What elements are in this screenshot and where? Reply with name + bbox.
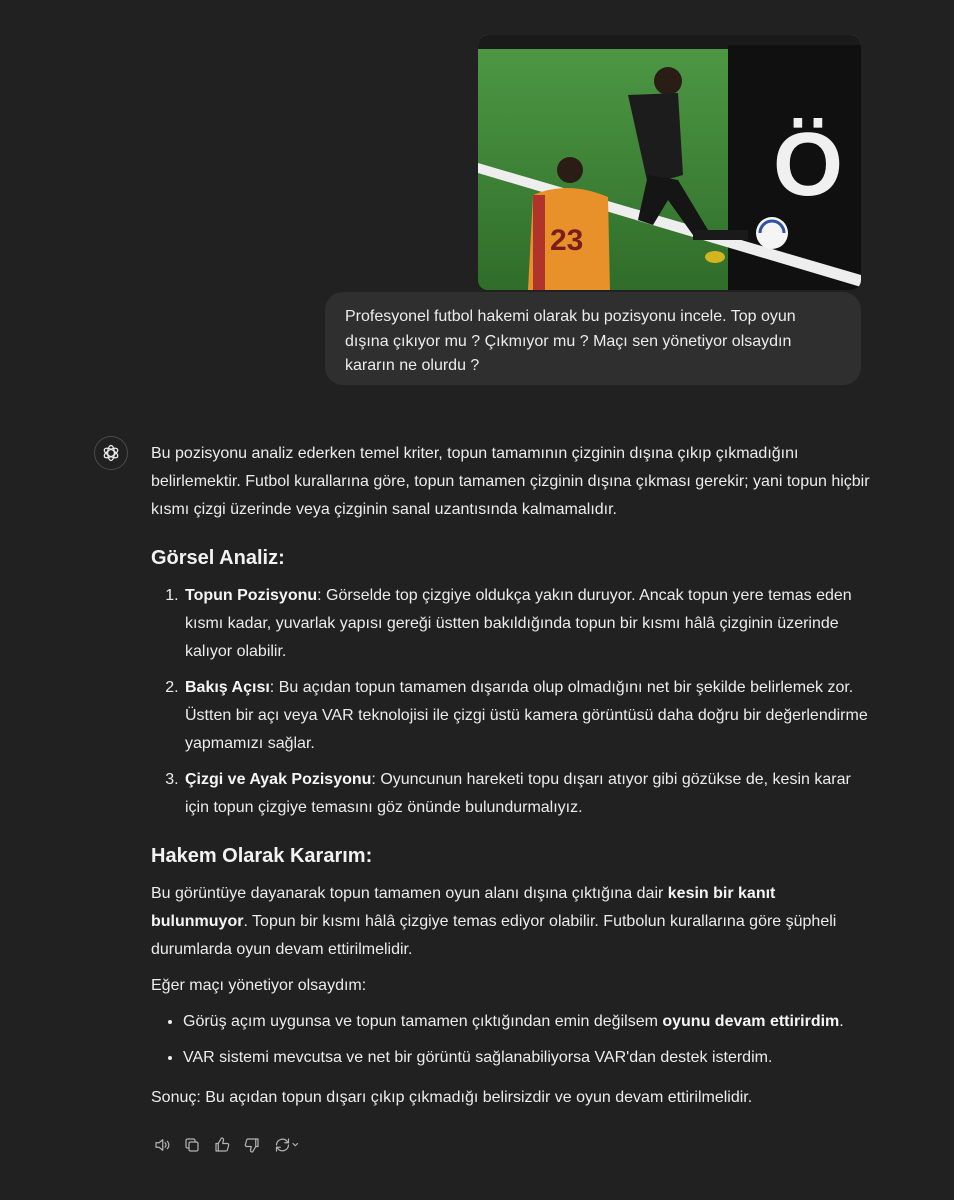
- copy-icon: [183, 1136, 201, 1154]
- item-text: : Oyuncunun hareketi topu dışarı atıyor gibi gözükse de, kesin karar için topun çizgiye temasını göz önünde bulundurmalıyız.: [185, 771, 851, 816]
- section-title-decision: Hakem Olarak Kararım:: [151, 845, 373, 867]
- message-actions: [151, 1133, 303, 1157]
- item-title: Topun Pozisyonu: [185, 587, 318, 604]
- bullet-text: Görüş açım uygunsa ve topun tamamen çıktığından emin değilsem: [183, 1013, 663, 1030]
- regenerate-icon: [272, 1136, 302, 1154]
- assistant-message: [151, 440, 871, 1120]
- user-message-text: Profesyonel futbol hakemi olarak bu pozisyonu incele. Top oyun dışına çıkıyor mu ? Çıkmıyor mu ? Maçı sen yönetiyor olsaydın kararın ne olurdu ?: [345, 308, 796, 374]
- read-aloud-button[interactable]: [151, 1134, 173, 1156]
- read-aloud-icon: [153, 1136, 171, 1154]
- copy-button[interactable]: [181, 1134, 203, 1156]
- list-item: [183, 582, 871, 666]
- intro-paragraph: Bu pozisyonu analiz ederken temel kriter, topun tamamının çizginin dışına çıkıp çıkmadığını belirlemektir. Futbol kurallarına göre, topun tamamen çizginin dışına çıkması gerekir; yani topun hiçbir kısmı çizgi üzerinde veya çizginin sanal uzantısında kalmamalıdır.: [151, 445, 870, 518]
- assistant-avatar: [94, 436, 128, 470]
- thumbs-down-button[interactable]: [241, 1134, 263, 1156]
- user-message-bubble: [325, 292, 861, 385]
- list-item: [183, 674, 871, 758]
- decision-text-post: . Topun bir kısmı hâlâ çizgiye temas ediyor olabilir. Futbolun kurallarına göre şüpheli durumlarda oyun devam ettirilmelidir.: [151, 913, 837, 958]
- thumbs-up-button[interactable]: [211, 1134, 233, 1156]
- bullet-bold: oyunu devam ettirirdim: [662, 1013, 840, 1030]
- decision-bullets: [151, 1008, 871, 1072]
- thumbs-up-icon: [213, 1136, 231, 1154]
- item-title: Çizgi ve Ayak Pozisyonu: [185, 771, 372, 788]
- football-photo: [478, 35, 861, 290]
- list-item: • VAR sistemi mevcutsa ve net bir görüntü sağlanabiliyorsa VAR'dan destek isterdim.: [183, 1044, 871, 1072]
- analysis-list: [151, 582, 871, 822]
- section-title-visual-analysis: Görsel Analiz:: [151, 547, 285, 569]
- decision-bold: kesin bir kanıt bulunmuyor: [151, 885, 776, 930]
- decision-paragraph: [151, 880, 871, 964]
- shirt-number: 23: [550, 224, 584, 257]
- thumbs-down-icon: [243, 1136, 261, 1154]
- list-item: [183, 1008, 871, 1036]
- item-text: : Bu açıdan topun tamamen dışarıda olup olmadığını net bir şekilde belirlemek zor. Üstten bir açı veya VAR teknolojisi ile çizgi üstü kamera görüntüsü daha doğru bir değerlendirme yapmamızı sağlar.: [185, 679, 868, 752]
- user-attached-image[interactable]: [478, 35, 861, 290]
- regenerate-button[interactable]: [271, 1134, 303, 1156]
- bullet-text-post: .: [839, 1013, 844, 1030]
- item-title: Bakış Açısı: [185, 679, 270, 696]
- item-text: : Görselde top çizgiye oldukça yakın duruyor. Ancak topun yere temas eden kısmı kadar, yuvarlak yapısı gereği üstten bakıldığında topun bir kısmı hâlâ çizginin üzerinde kalıyor olabilir.: [185, 587, 852, 660]
- banner-letter: Ö: [772, 115, 844, 215]
- list-item: [183, 766, 871, 822]
- decision-text: Bu görüntüye dayanarak topun tamamen oyun alanı dışına çıktığına dair: [151, 885, 668, 902]
- if-line: Eğer maçı yönetiyor olsaydım:: [151, 977, 367, 994]
- openai-logo-icon: [101, 443, 121, 463]
- conclusion-paragraph: Sonuç: Bu açıdan topun dışarı çıkıp çıkmadığı belirsizdir ve oyun devam ettirilmelidir.: [151, 1089, 753, 1106]
